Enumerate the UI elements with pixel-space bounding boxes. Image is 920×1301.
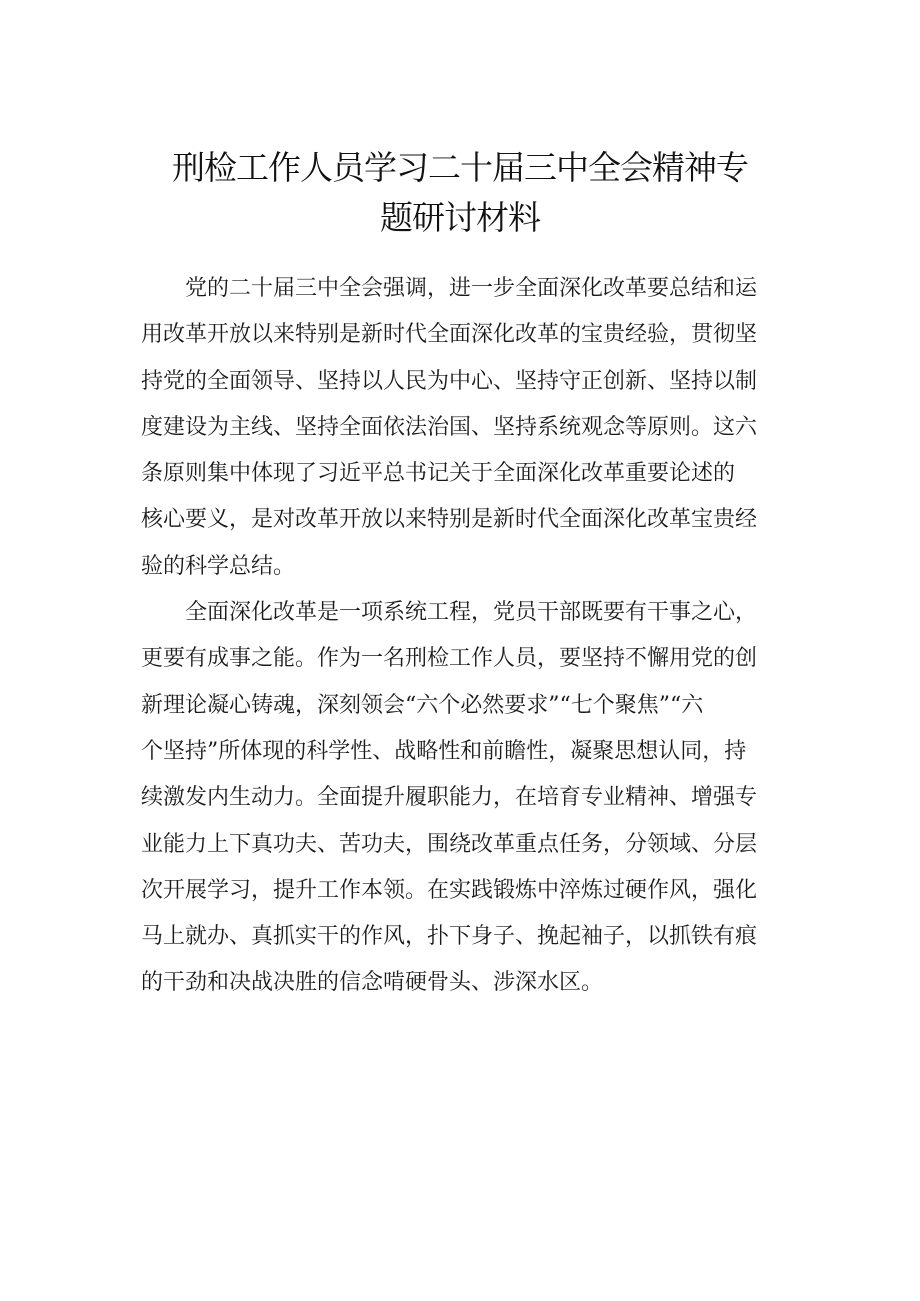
paragraph-line: 业能力上下真功夫、苦功夫，围绕改革重点任务，分领域、分层: [141, 831, 758, 857]
paragraph-line: 全面深化改革是一项系统工程，党员干部既要有干事之心，: [141, 600, 758, 626]
paragraph-line: 度建设为主线、坚持全面依法治国、坚持系统观念等原则。这六: [141, 414, 758, 440]
paragraph-line: 新理论凝心铸魂，深刻领会“六个必然要求”“七个聚焦”“六: [141, 692, 704, 718]
document-title: [140, 143, 780, 243]
paragraph-line: 个坚持”所体现的科学性、战略性和前瞻性，凝聚思想认同，持: [141, 738, 747, 764]
paragraph-line: 续激发内生动力。全面提升履职能力，在培育专业精神、增强专: [141, 785, 758, 811]
paragraph-line: 用改革开放以来特别是新时代全面深化改革的宝贵经验，贯彻坚: [141, 322, 758, 348]
paragraph-line: 核心要义，是对改革开放以来特别是新时代全面深化改革宝贵经: [141, 507, 758, 533]
title-line-1: 刑检工作人员学习二十届三中全会精神专: [172, 148, 748, 187]
paragraph-line: 更要有成事之能。作为一名刑检工作人员，要坚持不懈用党的创: [141, 646, 758, 672]
paragraph-line: 条原则集中体现了习近平总书记关于全面深化改革重要论述的: [141, 461, 736, 487]
document-body: [141, 266, 781, 1007]
paragraph-line: 的干劲和决战决胜的信念啃硬骨头、涉深水区。: [141, 970, 604, 996]
paragraph-1: [141, 266, 781, 590]
paragraph-2: [141, 590, 781, 1007]
paragraph-line: 次开展学习，提升工作本领。在实践锻炼中淬炼过硬作风，强化: [141, 877, 758, 903]
paragraph-line: 验的科学总结。: [141, 553, 296, 579]
paragraph-line: 持党的全面领导、坚持以人民为中心、坚持守正创新、坚持以制: [141, 368, 758, 394]
paragraph-line: 党的二十届三中全会强调，进一步全面深化改革要总结和运: [141, 276, 758, 301]
title-line-2: 题研讨材料: [380, 198, 540, 237]
paragraph-line: 马上就办、真抓实干的作风，扑下身子、挽起袖子，以抓铁有痕: [141, 924, 758, 950]
